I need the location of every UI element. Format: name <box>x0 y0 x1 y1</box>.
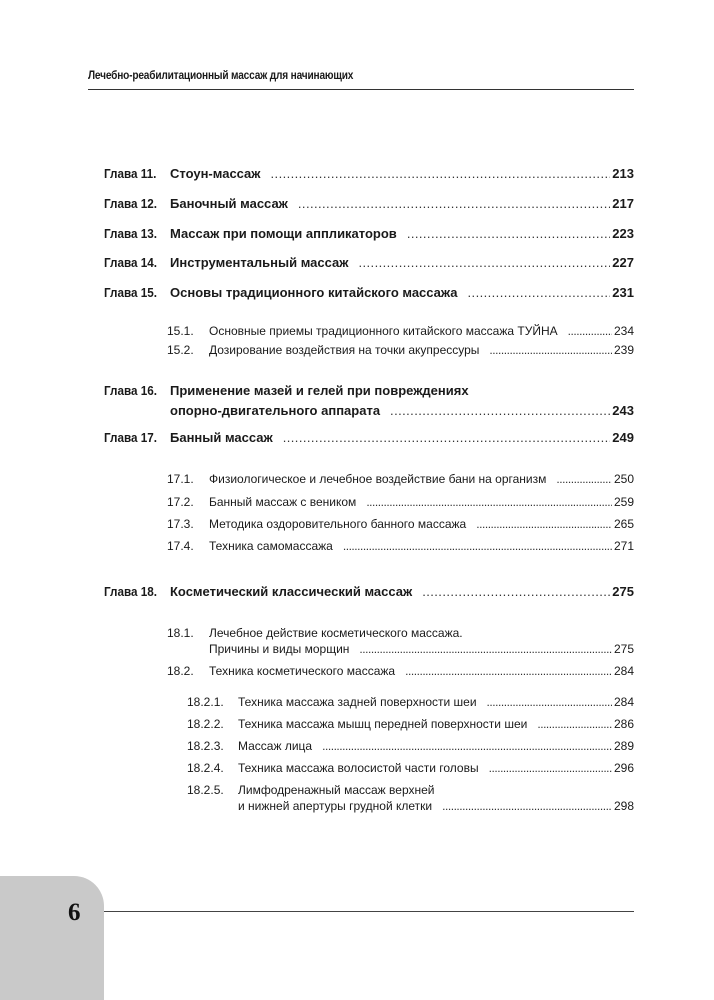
section-number: 15.1. <box>167 324 194 338</box>
page-ref: 213 <box>612 166 634 181</box>
toc-chapter-18[interactable] <box>104 584 634 599</box>
subsection-number: 18.2.4. <box>187 761 224 775</box>
section-title: Дозирование воздействия на точки акупрессуры <box>209 343 480 357</box>
section-title: Основные приемы традиционного китайского массажа ТУЙНА <box>209 324 558 338</box>
toc-section-18-1-line2[interactable] <box>209 642 634 656</box>
section-number: 17.1. <box>167 472 194 486</box>
dot-leader <box>468 285 611 300</box>
page-ref: 275 <box>612 584 634 599</box>
dot-leader <box>283 430 611 445</box>
toc-chapter-13[interactable] <box>104 226 634 241</box>
toc-chapter-17[interactable] <box>104 430 634 445</box>
section-title: Техника косметического массажа <box>209 664 396 678</box>
dot-leader <box>366 495 612 509</box>
dot-leader <box>407 226 610 241</box>
section-number: 17.3. <box>167 517 194 531</box>
dot-leader <box>487 695 612 709</box>
chapter-title: Баночный массаж <box>170 196 288 211</box>
dot-leader <box>271 166 611 181</box>
toc-section-17-1[interactable] <box>167 472 634 486</box>
subsection-number: 18.2.1. <box>187 695 224 709</box>
dot-leader <box>298 196 610 211</box>
toc-section-15-1[interactable] <box>167 324 634 338</box>
page-ref: 298 <box>613 799 634 813</box>
chapter-number: Глава 18. <box>104 584 158 599</box>
page-ref: 250 <box>613 472 634 486</box>
toc-chapter-12[interactable] <box>104 196 634 211</box>
toc-section-17-2[interactable] <box>167 495 634 509</box>
dot-leader <box>358 255 610 270</box>
page-ref: 217 <box>612 196 634 211</box>
page-ref: 223 <box>612 226 634 241</box>
chapter-title: Банный массаж <box>170 430 273 445</box>
page-ref: 289 <box>613 739 634 753</box>
toc-chapter-11[interactable] <box>104 166 634 181</box>
subsection-number: 18.2.2. <box>187 717 224 731</box>
dot-leader <box>343 539 612 553</box>
toc-chapter-14[interactable] <box>104 255 634 270</box>
chapter-title-continued: опорно-двигательного аппарата <box>170 403 381 418</box>
chapter-title: Инструментальный массаж <box>170 255 349 270</box>
page-ref: 284 <box>613 695 634 709</box>
dot-leader <box>489 761 612 775</box>
dot-leader <box>489 343 612 357</box>
subsection-number: 18.2.5. <box>187 783 224 797</box>
chapter-number: Глава 11. <box>104 166 157 181</box>
section-number: 18.2. <box>167 664 194 678</box>
running-header: Лечебно-реабилитационный массаж для начинающих <box>88 70 354 82</box>
page-ref: 239 <box>613 343 634 357</box>
chapter-title: Косметический классический массаж <box>170 584 413 599</box>
section-title: Физиологическое и лечебное воздействие бани на организм <box>209 472 547 486</box>
chapter-number: Глава 15. <box>104 285 158 300</box>
toc-subsection-18-2-2[interactable] <box>187 717 634 731</box>
dot-leader <box>568 324 612 338</box>
toc-chapter-15[interactable] <box>104 285 634 300</box>
toc-chapter-16-line2[interactable] <box>170 403 634 418</box>
toc-subsection-18-2-5-line2[interactable] <box>238 799 634 813</box>
subsection-title: Лимфодренажный массаж верхней <box>238 783 435 797</box>
chapter-number: Глава 14. <box>104 255 158 270</box>
toc-chapter-16-line1[interactable] <box>104 383 634 398</box>
toc-section-17-4[interactable] <box>167 539 634 553</box>
chapter-number: Глава 12. <box>104 196 158 211</box>
toc-subsection-18-2-5-line1[interactable] <box>187 783 435 797</box>
subsection-title: Техника массажа волосистой части головы <box>238 761 479 775</box>
page-ref: 286 <box>613 717 634 731</box>
dot-leader <box>442 799 612 813</box>
page-ref: 234 <box>613 324 634 338</box>
section-number: 15.2. <box>167 343 194 357</box>
subsection-title: Массаж лица <box>238 739 313 753</box>
chapter-number: Глава 17. <box>104 430 158 445</box>
section-title: Методика оздоровительного банного массажа <box>209 517 467 531</box>
toc-section-18-1-line1[interactable] <box>167 626 463 640</box>
toc-section-17-3[interactable] <box>167 517 634 531</box>
page-ref: 296 <box>613 761 634 775</box>
page-ref: 271 <box>613 539 634 553</box>
section-title: Лечебное действие косметического массажа. <box>209 626 463 640</box>
dot-leader <box>556 472 612 486</box>
toc-subsection-18-2-3[interactable] <box>187 739 634 753</box>
subsection-title: Техника массажа задней поверхности шеи <box>238 695 477 709</box>
dot-leader <box>405 664 612 678</box>
chapter-title: Массаж при помощи аппликаторов <box>170 226 397 241</box>
page-ref: 265 <box>613 517 634 531</box>
section-title: Банный массаж с веником <box>209 495 357 509</box>
section-title: Техника самомассажа <box>209 539 333 553</box>
footer-rule <box>104 911 634 912</box>
page-number: 6 <box>68 899 81 926</box>
dot-leader <box>422 584 610 599</box>
page-ref: 231 <box>612 285 634 300</box>
section-number: 17.2. <box>167 495 194 509</box>
dot-leader <box>359 642 612 656</box>
page-ref: 259 <box>613 495 634 509</box>
page-ref: 275 <box>613 642 634 656</box>
page-ref: 249 <box>612 430 634 445</box>
toc-section-18-2[interactable] <box>167 664 634 678</box>
page-ref: 227 <box>612 255 634 270</box>
page-ref: 284 <box>613 664 634 678</box>
chapter-title: Стоун-массаж <box>170 166 261 181</box>
section-number: 17.4. <box>167 539 194 553</box>
toc-subsection-18-2-4[interactable] <box>187 761 634 775</box>
subsection-title: Техника массажа мышц передней поверхности шеи <box>238 717 528 731</box>
dot-leader <box>537 717 612 731</box>
dot-leader <box>390 403 610 418</box>
page-number-tab <box>0 876 104 1000</box>
page-ref: 243 <box>612 403 634 418</box>
chapter-title: Применение мазей и гелей при повреждениях <box>170 383 469 398</box>
dot-leader <box>322 739 612 753</box>
subsection-number: 18.2.3. <box>187 739 224 753</box>
subsection-title-continued: и нижней апертуры грудной клетки <box>238 799 433 813</box>
toc-subsection-18-2-1[interactable] <box>187 695 634 709</box>
section-number: 18.1. <box>167 626 194 640</box>
chapter-title: Основы традиционного китайского массажа <box>170 285 458 300</box>
toc-section-15-2[interactable] <box>167 343 634 357</box>
chapter-number: Глава 13. <box>104 226 158 241</box>
section-title-continued: Причины и виды морщин <box>209 642 350 656</box>
chapter-number: Глава 16. <box>104 383 158 398</box>
dot-leader <box>476 517 612 531</box>
